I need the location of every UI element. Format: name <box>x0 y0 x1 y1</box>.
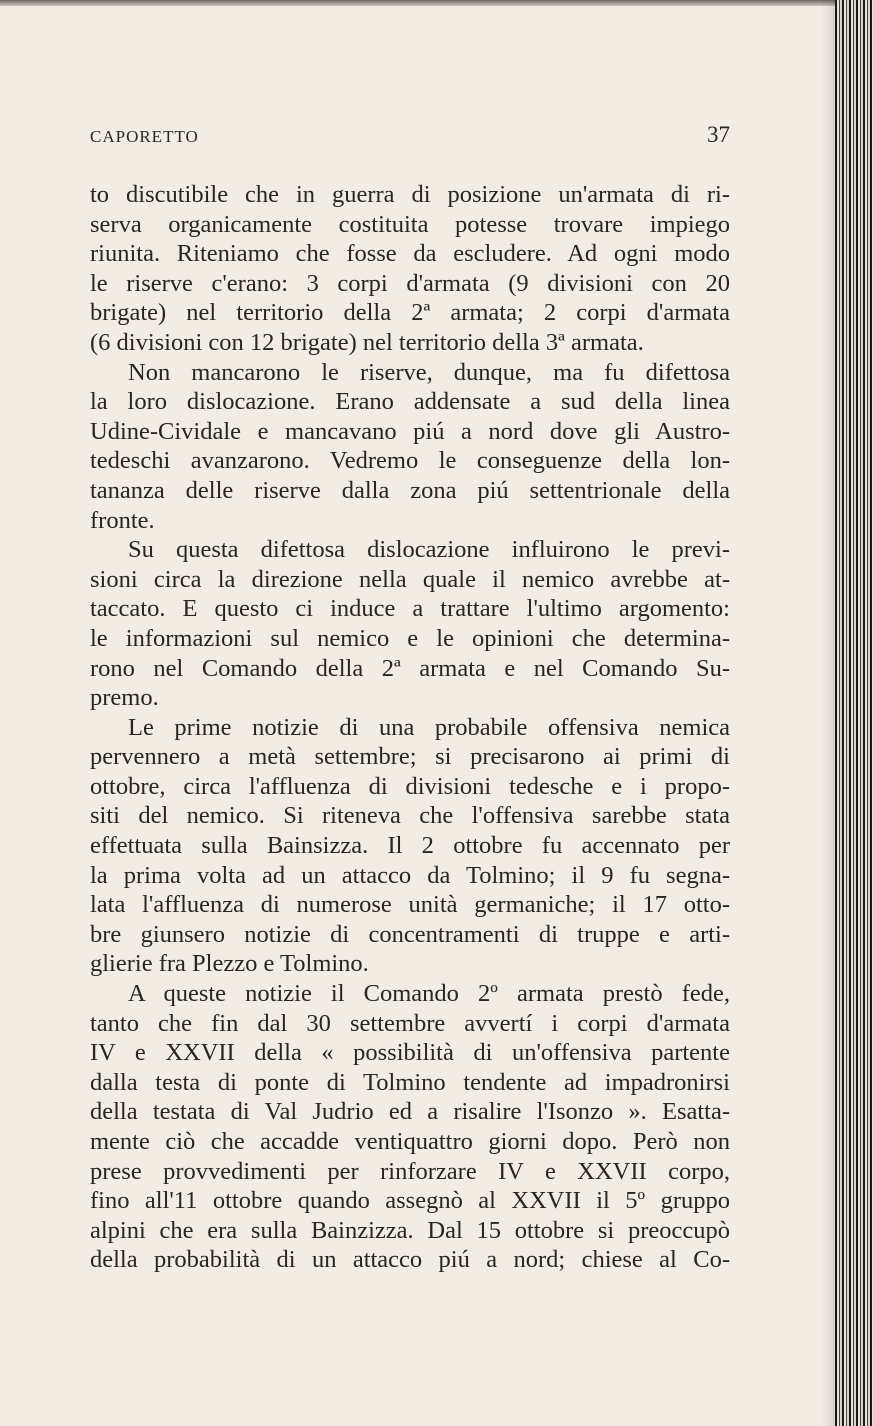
text-line: la prima volta ad un attacco da Tolmino; il 9 fu segna- <box>90 861 730 889</box>
text-line: mente ciò che accadde ventiquattro giorni dopo. Però non <box>90 1128 730 1155</box>
text-line: IV e XXVII della « possibilità di un'offensiva partente <box>90 1039 730 1067</box>
text-line: riunita. Riteniamo che fosse da escludere. Ad ogni modo <box>90 240 730 268</box>
text-line: serva organicamente costituita potesse trovare impiego <box>90 210 730 238</box>
text-line: sioni circa la direzione nella quale il nemico avrebbe at- <box>90 565 730 593</box>
text-line: brigate) nel territorio della 2ª armata; 2 corpi d'armata <box>90 299 730 327</box>
text-line: siti del nemico. Si riteneva che l'offensiva sarebbe stata <box>90 802 730 830</box>
text-line: tananza delle riserve dalla zona piú settentrionale della <box>90 476 730 504</box>
text-line: rono nel Comando della 2ª armata e nel Comando Su- <box>90 654 730 682</box>
text-line: prese provvedimenti per rinforzare IV e XXVII corpo, <box>90 1157 730 1185</box>
text-line: fino all'11 ottobre quando assegnò al XXVII il 5º gruppo <box>90 1187 730 1215</box>
page-top-edge <box>0 0 873 6</box>
text-line: premo. <box>90 684 159 712</box>
body-text <box>90 180 730 1275</box>
running-title: CAPORETTO <box>90 127 199 146</box>
text-line: to discutibile che in guerra di posizione un'armata di ri- <box>90 181 730 208</box>
text-line: della testata di Val Judrio ed a risalire l'Isonzo ». Esatta- <box>90 1098 730 1126</box>
paragraph-start-line: Non mancarono le riserve, dunque, ma fu difettosa <box>128 358 730 386</box>
text-line: le informazioni sul nemico e le opinioni che determina- <box>90 624 730 652</box>
text-line: ottobre, circa l'affluenza di divisioni tedesche e i propo- <box>90 772 730 800</box>
text-line: taccato. E questo ci induce a trattare l'ultimo argomento: <box>90 595 730 623</box>
running-head <box>90 122 730 148</box>
text-line: effettuata sulla Bainsizza. Il 2 ottobre fu accennato per <box>90 832 730 860</box>
text-line: tedeschi avanzarono. Vedremo le conseguenze della lon- <box>90 447 730 475</box>
text-line: lata l'affluenza di numerose unità germaniche; il 17 otto- <box>90 891 730 919</box>
gutter-shadow <box>821 0 835 1426</box>
text-line: fronte. <box>90 506 155 534</box>
book-spine-edge <box>835 0 873 1426</box>
text-line: alpini che era sulla Bainzizza. Dal 15 ottobre si preoccupò <box>90 1216 730 1244</box>
text-line: Udine-Cividale e mancavano piú a nord dove gli Austro- <box>90 417 730 445</box>
text-line: la loro dislocazione. Erano addensate a sud della linea <box>90 388 730 416</box>
page-number: 37 <box>707 122 730 147</box>
paragraph-start-line: A queste notizie il Comando 2º armata prestò fede, <box>128 980 730 1008</box>
text-line: bre giunsero notizie di concentramenti di truppe e arti- <box>90 920 730 948</box>
paragraph-start-line: Su questa difettosa dislocazione influirono le previ- <box>128 536 730 564</box>
text-line: glierie fra Plezzo e Tolmino. <box>90 950 369 978</box>
paragraph-start-line: Le prime notizie di una probabile offensiva nemica <box>128 713 730 741</box>
text-line: (6 divisioni con 12 brigate) nel territorio della 3ª armata. <box>90 328 644 356</box>
text-line: della probabilità di un attacco piú a nord; chiese al Co- <box>90 1246 730 1274</box>
text-line: pervennero a metà settembre; si precisarono ai primi di <box>90 743 730 771</box>
text-line: dalla testa di ponte di Tolmino tendente ad impadronirsi <box>90 1068 730 1096</box>
text-line: tanto che fin dal 30 settembre avvertí i corpi d'armata <box>90 1009 730 1037</box>
text-line: le riserve c'erano: 3 corpi d'armata (9 divisioni con 20 <box>90 269 730 297</box>
